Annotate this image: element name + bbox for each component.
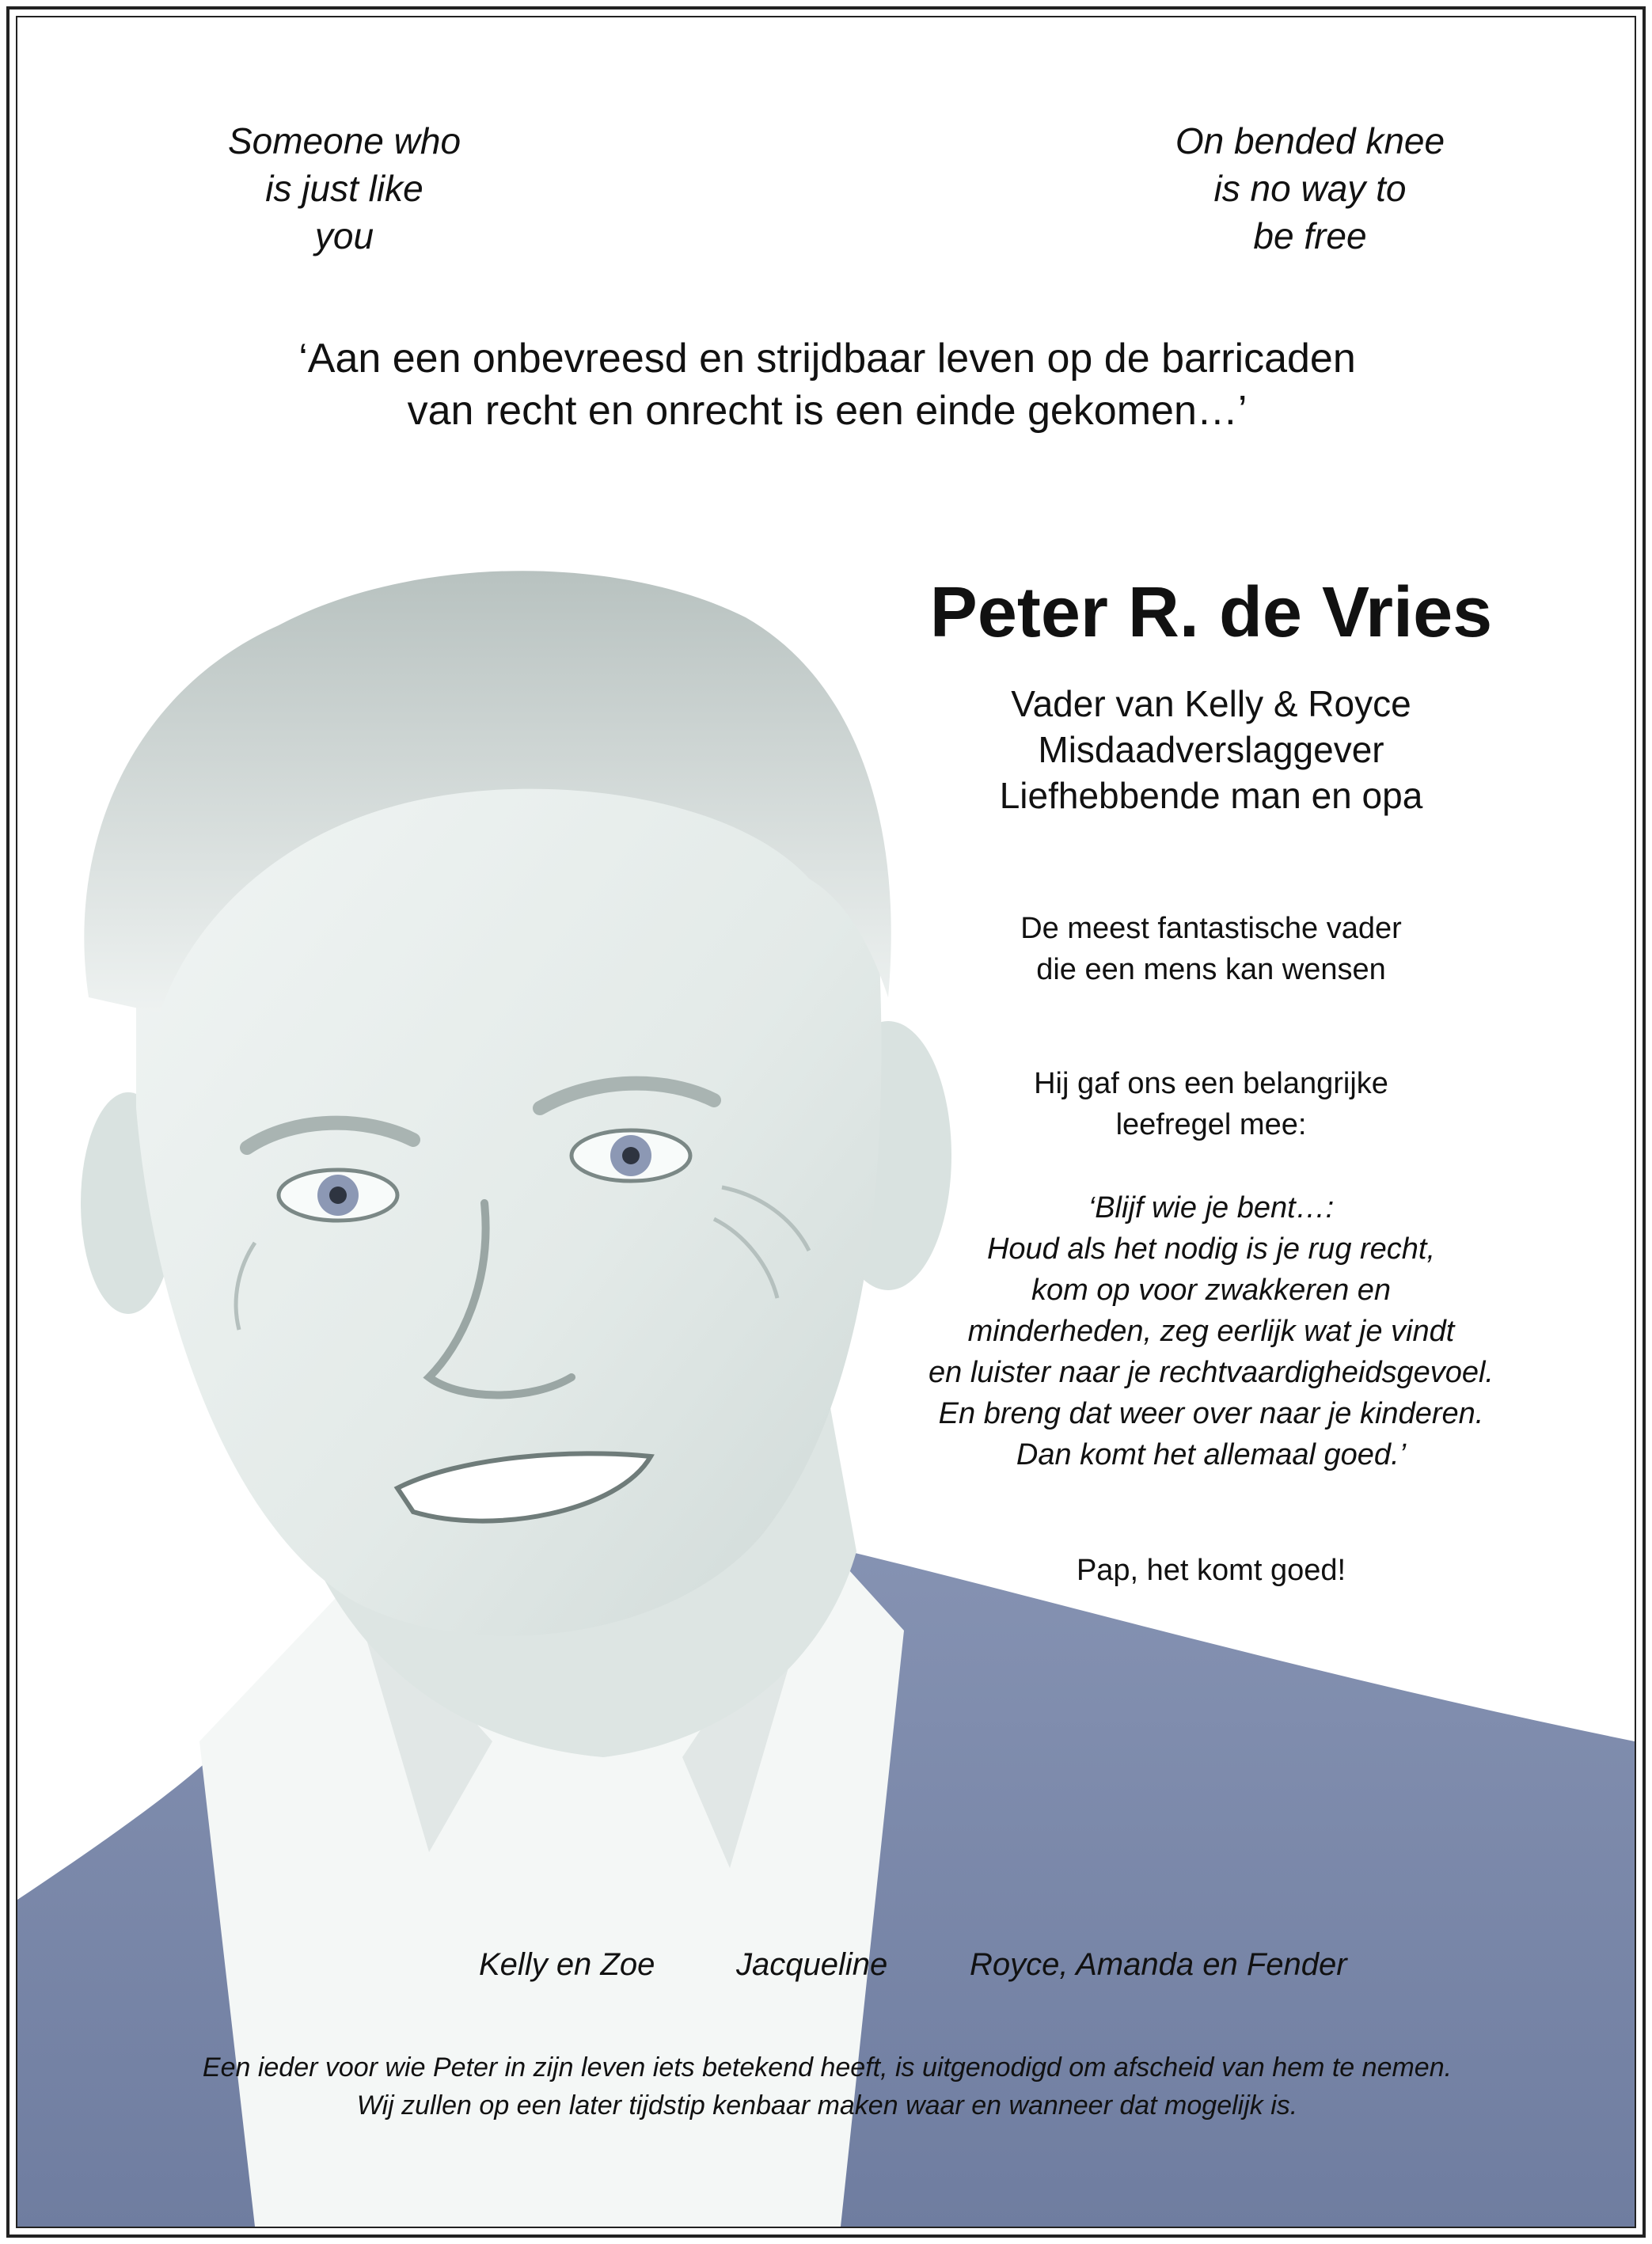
footer-line: Een ieder voor wie Peter in zijn leven iets betekend heeft, is uitgenodigd om afscheid van hem te nemen. [202, 2052, 1453, 2083]
lyric-line: is just like [265, 168, 423, 209]
signer: Royce, Amanda en Fender [970, 1947, 1347, 1982]
lyric-line: be free [1253, 215, 1367, 256]
lyric-line: Someone who [227, 120, 461, 161]
rule-line: en luister naar je rechtvaardigheidsgevoel. [929, 1356, 1494, 1389]
signers [0, 1944, 1652, 1992]
opening-quote [142, 332, 1512, 437]
life-rule-intro [855, 1063, 1567, 1145]
life-rule-quote [855, 1187, 1567, 1475]
lyric-left [119, 117, 570, 260]
footer-notice [95, 2048, 1559, 2124]
lyric-line: On bended knee [1175, 120, 1445, 161]
closing-line: Pap, het komt goed! [1076, 1554, 1346, 1587]
roles [855, 681, 1567, 818]
lyric-line: is no way to [1213, 168, 1407, 209]
role-line: Vader van Kelly & Royce [1011, 683, 1411, 724]
quote-line: van recht en onrecht is een einde gekomen…’ [407, 388, 1248, 434]
footer-line: Wij zullen op een later tijdstip kenbaar maken waar en wanneer dat mogelijk is. [356, 2090, 1298, 2121]
lyric-line: you [314, 215, 374, 256]
role-line: Liefhebbende man en opa [999, 775, 1423, 816]
tribute [855, 908, 1567, 990]
rule-line: En breng dat weer over naar je kinderen. [938, 1397, 1484, 1430]
rule-line: Houd als het nodig is je rug recht, [986, 1232, 1436, 1266]
quote-line: ‘Aan een onbevreesd en strijdbaar leven op de barricaden [298, 336, 1356, 382]
rule-line: ‘Blijf wie je bent…: [1088, 1191, 1335, 1225]
rule-line: kom op voor zwakkeren en [1031, 1274, 1392, 1307]
intro-line: leefregel mee: [1115, 1108, 1307, 1141]
rule-line: minderheden, zeg eerlijk wat je vindt [967, 1315, 1455, 1348]
rule-line: Dan komt het allemaal goed.’ [1016, 1438, 1407, 1471]
tribute-line: De meest fantastische vader [1020, 912, 1402, 945]
signer: Jacqueline [736, 1947, 888, 1982]
intro-line: Hij gaf ons een belangrijke [1034, 1067, 1388, 1100]
role-line: Misdaadverslaggever [1038, 729, 1384, 770]
signer: Kelly en Zoe [479, 1947, 655, 1982]
lyric-right [1092, 117, 1528, 260]
deceased-name: Peter R. de Vries [929, 573, 1493, 652]
tribute-line: die een mens kan wensen [1036, 953, 1386, 986]
